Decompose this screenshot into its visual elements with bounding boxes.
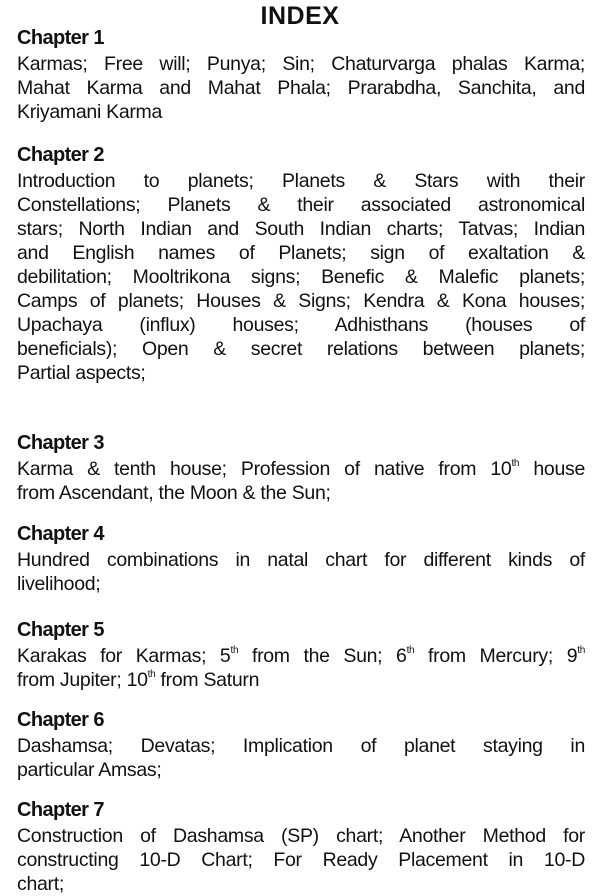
chapter-topic-line — [17, 100, 585, 124]
chapter-topic-line — [17, 824, 585, 848]
topic-text: Dashamsa; Devatas; Implication of planet staying in — [17, 735, 585, 757]
topic-text: from the Sun; 6 — [238, 645, 407, 667]
topic-text: from Jupiter; 10 — [17, 669, 148, 691]
topic-text: Upachaya (influx) houses; Adhisthans (houses of — [17, 314, 585, 336]
chapter-section — [17, 796, 585, 896]
chapter-topic-line — [17, 361, 585, 385]
chapter-topic-line — [17, 76, 585, 100]
chapter-topic-line — [17, 313, 585, 337]
chapter-topic-line — [17, 241, 585, 265]
topic-text: chart; — [17, 873, 64, 895]
chapter-section — [17, 429, 585, 505]
chapter-section — [17, 141, 585, 385]
chapter-topic-line — [17, 848, 585, 872]
topic-text: from Ascendant, the Moon & the Sun; — [17, 482, 331, 504]
chapter-topic-line — [17, 481, 585, 505]
ordinal-superscript: th — [406, 645, 415, 656]
chapter-heading: Chapter 5 — [17, 619, 104, 641]
topic-text: house — [519, 458, 585, 480]
topic-text: stars; North Indian and South Indian charts; Tatvas; Indian — [17, 218, 585, 240]
chapter-topic-line — [17, 169, 585, 193]
topic-text: Karakas for Karmas; 5 — [17, 645, 231, 667]
topic-text: from Mercury; 9 — [414, 645, 578, 667]
ordinal-superscript: th — [577, 645, 585, 656]
topic-text: Karmas; Free will; Punya; Sin; Chaturvarga phalas Karma; — [17, 53, 585, 75]
chapter-topic-line — [17, 289, 585, 313]
chapter-heading: Chapter 6 — [17, 709, 104, 731]
topic-text: Partial aspects; — [17, 362, 146, 384]
chapter-topic-line — [17, 644, 585, 668]
topic-text: Karma & tenth house; Profession of native from 10 — [17, 458, 512, 480]
topic-text: constructing 10-D Chart; For Ready Placement in 10-D — [17, 849, 585, 871]
topic-text: Hundred combinations in natal chart for different kinds of — [17, 549, 585, 571]
topic-text: from Saturn — [155, 669, 260, 691]
chapter-topic-line — [17, 217, 585, 241]
topic-text: Introduction to planets; Planets & Stars with their — [17, 170, 585, 192]
topic-text: Camps of planets; Houses & Signs; Kendra & Kona houses; — [17, 290, 585, 312]
chapter-topic-line — [17, 668, 585, 692]
topic-text: particular Amsas; — [17, 759, 162, 781]
chapter-section — [17, 520, 585, 596]
chapter-topic-line — [17, 548, 585, 572]
chapter-topic-line — [17, 758, 585, 782]
chapter-topic-line — [17, 457, 585, 481]
topic-text: Mahat Karma and Mahat Phala; Prarabdha, Sanchita, and — [17, 77, 585, 99]
chapter-topic-line — [17, 872, 585, 896]
chapter-heading: Chapter 7 — [17, 799, 104, 821]
chapter-section — [17, 616, 585, 692]
topic-text: Construction of Dashamsa (SP) chart; Another Method for — [17, 825, 585, 847]
page-title: INDEX — [260, 2, 340, 30]
chapter-topic-line — [17, 52, 585, 76]
ordinal-superscript: th — [230, 645, 239, 656]
chapter-heading: Chapter 4 — [17, 523, 104, 545]
chapter-heading: Chapter 2 — [17, 144, 104, 166]
topic-text: beneficials); Open & secret relations between planets; — [17, 338, 585, 360]
ordinal-superscript: th — [511, 458, 520, 469]
topic-text: Constellations; Planets & their associated astronomical — [17, 194, 585, 216]
ordinal-superscript: th — [147, 669, 156, 680]
topic-text: debilitation; Mooltrikona signs; Benefic & Malefic planets; — [17, 266, 585, 288]
topic-text: Kriyamani Karma — [17, 101, 163, 123]
chapter-topic-line — [17, 572, 585, 596]
chapter-topic-line — [17, 193, 585, 217]
chapter-topic-line — [17, 337, 585, 361]
topic-text: livelihood; — [17, 573, 101, 595]
chapter-section — [17, 24, 585, 124]
chapter-topic-line — [17, 265, 585, 289]
chapter-heading: Chapter 1 — [17, 27, 104, 49]
chapter-section — [17, 706, 585, 782]
chapter-topic-line — [17, 734, 585, 758]
topic-text: and English names of Planets; sign of exaltation & — [17, 242, 585, 264]
chapter-heading: Chapter 3 — [17, 432, 104, 454]
